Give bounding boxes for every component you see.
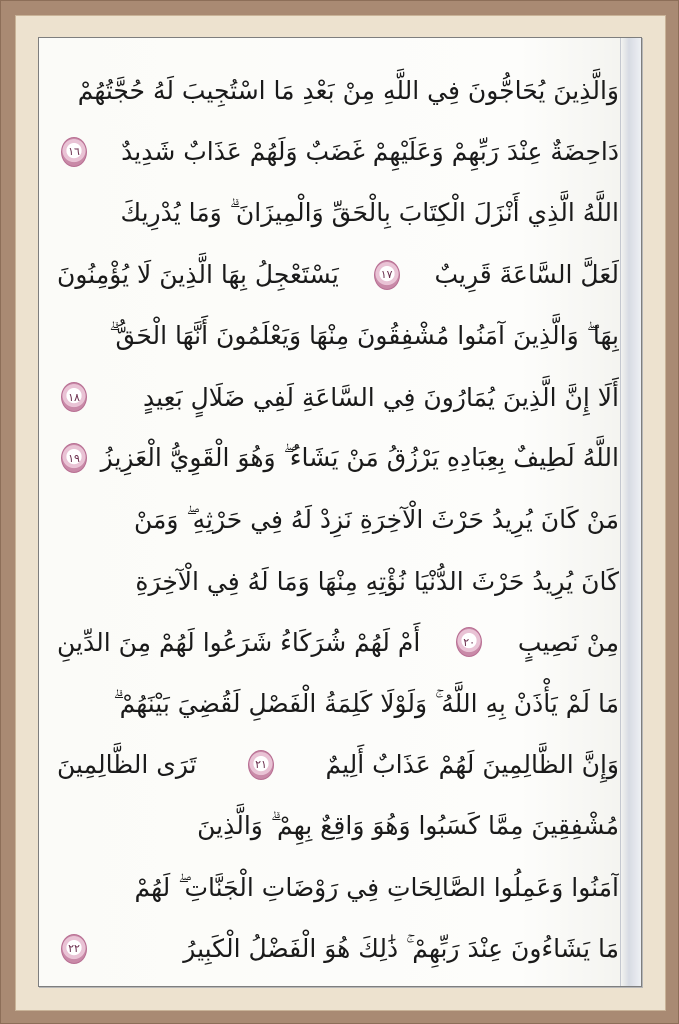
text-line: [57, 796, 619, 857]
text-line: [57, 366, 619, 427]
page-edge: [620, 38, 641, 986]
line-text: لَعَلَّ السَّاعَةَ قَرِيبٌ: [434, 260, 619, 290]
text-line: [57, 734, 619, 795]
line-text: تَرَى الظَّالِمِينَ: [57, 750, 197, 780]
line-text: مِنْ نَصِيبٍ: [517, 627, 619, 657]
text-line: [57, 550, 619, 611]
line-text: دَاحِضَةٌ عِنْدَ رَبِّهِمْ وَعَلَيْهِمْ غَضَبٌ وَلَهُمْ عَذَابٌ شَدِيدٌ: [121, 137, 619, 167]
line-text: اللَّهُ لَطِيفٌ بِعِبَادِهِ يَرْزُقُ مَنْ يَشَاءُ ۖ وَهُوَ الْقَوِيُّ الْعَزِيزُ: [100, 443, 619, 473]
text-line: [57, 673, 619, 734]
line-text: بِهَا ۖ وَالَّذِينَ آمَنُوا مُشْفِقُونَ مِنْهَا وَيَعْلَمُونَ أَنَّهَا الْحَقُّ ۗ: [109, 320, 619, 350]
text-line: [57, 918, 619, 979]
line-text: كَانَ يُرِيدُ حَرْثَ الدُّنْيَا نُؤْتِهِ مِنْهَا وَمَا لَهُ فِي الْآخِرَةِ: [135, 566, 619, 596]
text-line: [57, 60, 619, 121]
line-text: مَا لَمْ يَأْذَنْ بِهِ اللَّهُ ۚ وَلَوْلَا كَلِمَةُ الْفَصْلِ لَقُضِيَ بَيْنَهُمْ ۗ: [113, 688, 619, 718]
ayah-number-marker: ١٧: [374, 260, 400, 290]
line-text: وَالَّذِينَ يُحَاجُّونَ فِي اللَّهِ مِنْ بَعْدِ مَا اسْتُجِيبَ لَهُ حُجَّتُهُمْ: [77, 76, 619, 106]
text-line: [57, 183, 619, 244]
ayah-number-marker: ١٨: [61, 382, 87, 412]
ayah-number-marker: ٢٠: [456, 627, 482, 657]
ayah-number-marker: ١٩: [61, 443, 87, 473]
text-line: [57, 857, 619, 918]
text-line: [57, 305, 619, 366]
text-line: [57, 244, 619, 305]
line-text: يَسْتَعْجِلُ بِهَا الَّذِينَ لَا يُؤْمِنُونَ: [57, 260, 339, 290]
text-lines: [57, 60, 619, 980]
text-line: [57, 428, 619, 489]
quran-page: [38, 37, 642, 987]
line-text: مَنْ كَانَ يُرِيدُ حَرْثَ الْآخِرَةِ نَزِدْ لَهُ فِي حَرْثِهِ ۖ وَمَنْ: [133, 504, 619, 534]
text-line: [57, 612, 619, 673]
line-text: مَا يَشَاءُونَ عِنْدَ رَبِّهِمْ ۚ ذَٰلِكَ هُوَ الْفَضْلُ الْكَبِيرُ: [183, 933, 619, 963]
line-text: أَمْ لَهُمْ شُرَكَاءُ شَرَعُوا لَهُمْ مِنَ الدِّينِ: [57, 627, 421, 657]
ayah-number-marker: ٢١: [248, 750, 274, 780]
text-line: [57, 489, 619, 550]
text-line: [57, 121, 619, 182]
ayah-number-marker: ٢٢: [61, 934, 87, 964]
line-text: أَلَا إِنَّ الَّذِينَ يُمَارُونَ فِي السَّاعَةِ لَفِي ضَلَالٍ بَعِيدٍ: [143, 382, 619, 412]
line-text: وَإِنَّ الظَّالِمِينَ لَهُمْ عَذَابٌ أَلِيمٌ: [325, 750, 619, 780]
ayah-number-marker: ١٦: [61, 137, 87, 167]
line-text: آمَنُوا وَعَمِلُوا الصَّالِحَاتِ فِي رَوْضَاتِ الْجَنَّاتِ ۖ لَهُمْ: [134, 872, 619, 902]
line-text: مُشْفِقِينَ مِمَّا كَسَبُوا وَهُوَ وَاقِعٌ بِهِمْ ۗ وَالَّذِينَ: [197, 811, 619, 841]
line-text: اللَّهُ الَّذِي أَنْزَلَ الْكِتَابَ بِالْحَقِّ وَالْمِيزَانَ ۗ وَمَا يُدْرِيكَ: [120, 198, 619, 228]
